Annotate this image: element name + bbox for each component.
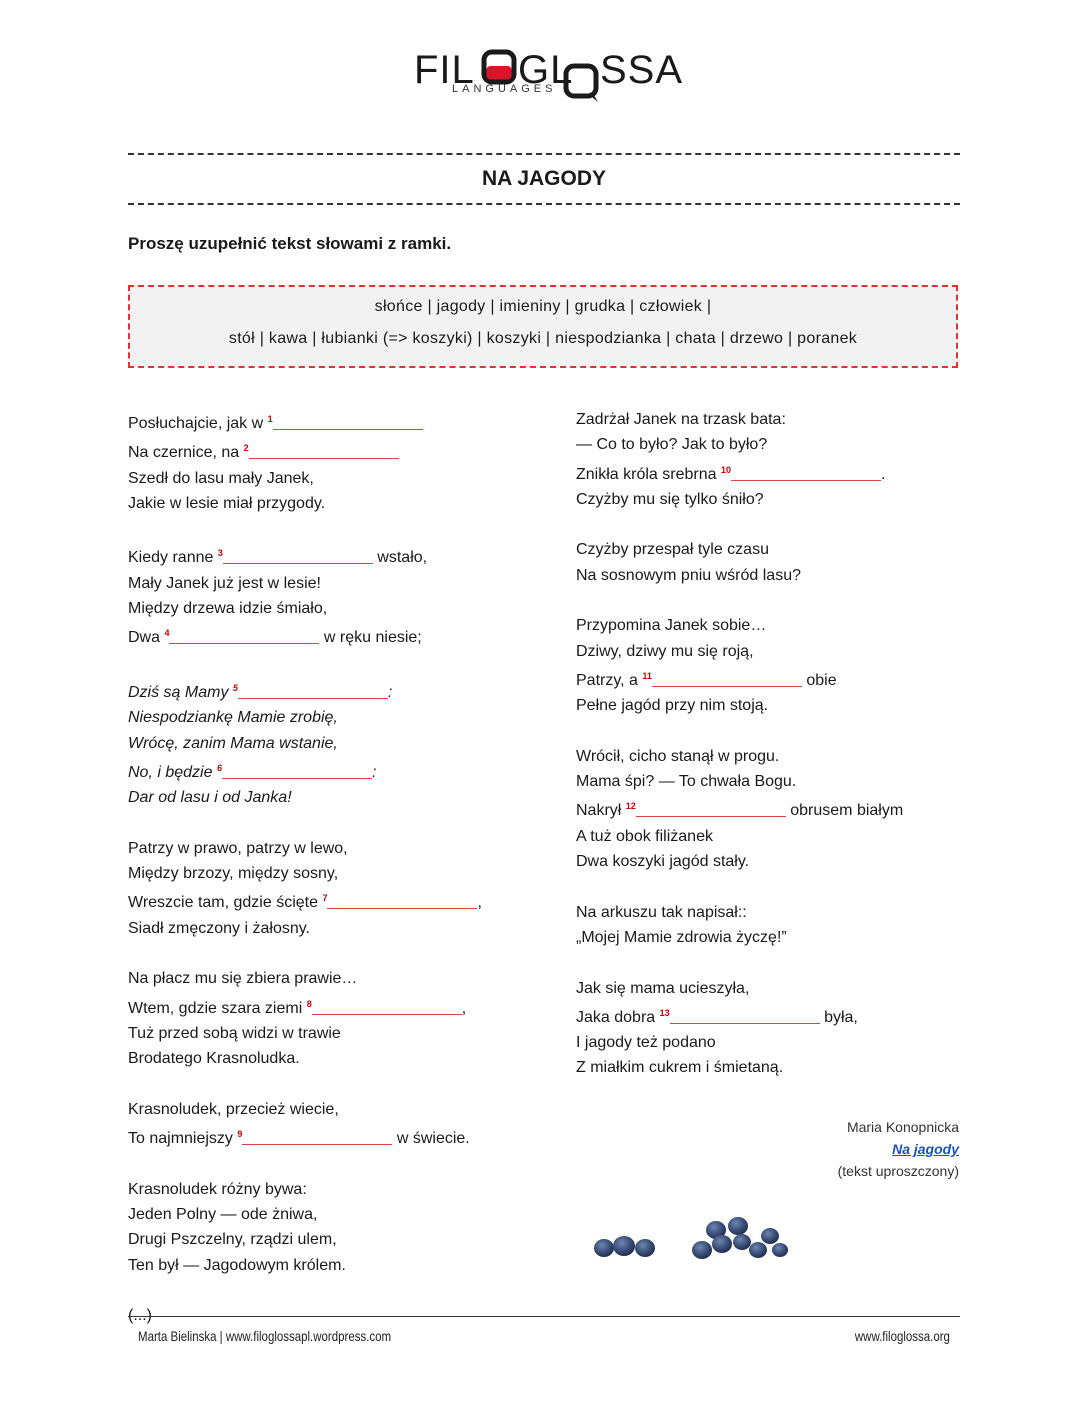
line-text: Mały Janek już jest w lesie!	[128, 574, 321, 592]
line-text: Mama śpi? — To chwała Bogu.	[576, 773, 797, 791]
line-text: Dziś są Mamy	[128, 683, 233, 701]
svg-text:SSA: SSA	[600, 48, 684, 92]
page-title: NA JAGODY	[481, 167, 607, 190]
poem-line	[128, 1122, 548, 1151]
stanza	[128, 836, 548, 941]
word-box-line-1: słońce | jagody | imieniny | grudka | człowiek |	[374, 298, 712, 315]
line-text: Siadł zmęczony i żałosny.	[128, 919, 310, 937]
line-text: Posłuchajcie, jak w	[128, 415, 268, 432]
stanza	[128, 1097, 548, 1152]
line-text: Zadrżał Janek na trzask bata:	[576, 411, 786, 428]
line-text: Wrócę, zanim Mama wstanie,	[128, 734, 338, 752]
stanza	[576, 744, 966, 874]
line-text: Wtem, gdzie szara ziemi	[128, 999, 307, 1017]
line-text: Kiedy ranne	[128, 549, 218, 567]
stanza	[128, 966, 548, 1071]
line-text: Z miałkim cukrem i śmietaną.	[576, 1059, 784, 1077]
poem-line	[128, 1202, 548, 1227]
poem-line	[128, 992, 548, 1021]
line-text: Jakie w lesie miał przygody.	[128, 494, 326, 512]
line-text: Patrzy, a	[576, 671, 643, 689]
poem-line	[128, 466, 548, 491]
gap-number: 12	[625, 801, 636, 812]
line-text: Wrócił, cicho stanął w progu.	[576, 747, 780, 765]
poem-line	[576, 537, 966, 562]
stanza	[576, 900, 966, 951]
line-text: Między brzozy, między sosny,	[128, 865, 339, 883]
word-box	[128, 285, 958, 368]
gap-number: 7	[322, 893, 328, 904]
poem-line	[576, 849, 966, 874]
line-text-after: ,	[461, 999, 467, 1017]
poem-line	[576, 664, 966, 693]
gap-number: 6	[216, 762, 222, 773]
poem-line	[576, 925, 966, 950]
line-text: Na arkuszu tak napisał::	[576, 903, 747, 921]
fill-in-blank[interactable]	[273, 415, 423, 430]
poem-line	[576, 900, 966, 925]
stanza	[576, 537, 966, 588]
poem-right-column	[576, 407, 966, 1106]
line-text: Ten był — Jagodowym królem.	[128, 1256, 346, 1274]
line-text: No, i będzie	[128, 763, 217, 781]
fill-in-blank[interactable]	[242, 1130, 392, 1145]
line-text: „Mojej Mamie zdrowia życzę!”	[576, 928, 787, 946]
line-text: Na czernice, na	[128, 444, 244, 462]
poem-line	[576, 769, 966, 794]
line-text: Jak się mama ucieszyła,	[576, 979, 750, 997]
poem-line	[128, 1177, 548, 1202]
gap-number: 13	[659, 1007, 670, 1018]
poem-line	[128, 705, 548, 730]
stanza	[128, 541, 548, 650]
poem-line	[128, 861, 548, 886]
attribution	[838, 1116, 959, 1182]
line-text: Szedł do lasu mały Janek,	[128, 469, 314, 487]
line-text-after: w ręku niesie;	[319, 629, 422, 647]
stanza	[576, 976, 966, 1081]
poem-line	[576, 639, 966, 664]
line-text: To najmniejszy	[128, 1130, 238, 1148]
line-text: Między drzewa idzie śmiało,	[128, 600, 328, 618]
line-text: Jeden Polny — ode żniwa,	[128, 1205, 318, 1223]
gap-number: 4	[164, 628, 170, 639]
footer-credit[interactable]: Marta Bielinska | www.filoglossapl.wordpress.com	[138, 1328, 392, 1344]
poem-line	[128, 571, 548, 596]
fill-in-blank[interactable]	[223, 549, 373, 564]
poem-line	[128, 1021, 548, 1046]
line-text-after: była,	[819, 1008, 858, 1026]
footer-divider	[128, 1316, 960, 1317]
source-link[interactable]: Na jagody	[892, 1141, 959, 1157]
svg-text:GL: GL	[518, 48, 574, 92]
gap-number: 11	[642, 670, 652, 681]
line-text: Krasnoludek, przecież wiecie,	[128, 1100, 339, 1118]
poem-line	[128, 621, 548, 650]
poem-line	[576, 693, 966, 718]
line-text-after: obrusem białym	[785, 802, 904, 820]
line-text: Dziwy, dziwy mu się roją,	[576, 642, 754, 660]
poem-line	[576, 1030, 966, 1055]
line-text: Znikła króla srebrna	[576, 465, 721, 483]
gap-number: 1	[267, 414, 273, 424]
poem-line	[128, 1253, 548, 1278]
poem-line	[576, 487, 966, 512]
poem-line	[128, 731, 548, 756]
poem-line	[128, 966, 548, 991]
stanza	[576, 613, 966, 718]
poem-line	[576, 432, 966, 457]
fill-in-blank[interactable]	[222, 764, 372, 779]
line-text: Jaka dobra	[576, 1008, 660, 1026]
poem-line	[128, 407, 548, 436]
line-text-after: :	[387, 683, 393, 701]
fill-in-blank[interactable]	[249, 444, 399, 459]
poem-line	[128, 541, 548, 570]
line-text: Krasnoludek różny bywa:	[128, 1180, 307, 1198]
line-text: Na sosnowym pniu wśród lasu?	[576, 566, 801, 584]
line-text-after: ,	[477, 894, 482, 912]
line-text: Dwa koszyki jagód stały.	[576, 853, 750, 871]
line-text: Czyżby przespał tyle czasu	[576, 541, 769, 559]
line-text: Drugi Pszczelny, rządzi ulem,	[128, 1231, 337, 1249]
attribution-note: (tekst uproszczony)	[837, 1163, 959, 1179]
fill-in-blank[interactable]	[636, 802, 786, 817]
poem-line	[576, 458, 966, 487]
stanza	[128, 676, 548, 810]
poem-line	[128, 1046, 548, 1071]
poem-line	[128, 836, 548, 861]
fill-in-blank[interactable]	[169, 629, 319, 644]
fill-in-blank[interactable]	[327, 894, 477, 909]
fill-in-blank[interactable]	[731, 466, 881, 481]
line-text: Brodatego Krasnoludka.	[128, 1050, 300, 1068]
gap-number: 2	[243, 443, 249, 454]
word-box-line-2: stół | kawa | łubianki (=> koszyki) | koszyki | niespodzianka | chata | drzewo | poranek	[228, 330, 858, 347]
gap-number: 8	[306, 998, 312, 1009]
filoglossa-logo	[414, 46, 684, 102]
line-text-after: wstało,	[372, 549, 428, 567]
stanza	[128, 1177, 548, 1278]
poem-line	[576, 824, 966, 849]
line-text-after: :	[371, 763, 377, 781]
line-text-after: w świecie.	[392, 1130, 470, 1148]
poem-line	[128, 1097, 548, 1122]
line-text: Dwa	[128, 629, 165, 647]
poem-line	[576, 563, 966, 588]
blueberries-image	[590, 1212, 790, 1267]
footer-website[interactable]: www.filoglossa.org	[854, 1328, 950, 1344]
poem-line	[576, 1055, 966, 1080]
fill-in-blank[interactable]	[238, 684, 388, 699]
line-text: Wreszcie tam, gdzie ścięte	[128, 894, 323, 912]
poem-line	[128, 886, 548, 915]
poem-line	[128, 436, 548, 465]
line-text: Nakrył	[576, 802, 626, 820]
line-text: Przypomina Janek sobie…	[576, 617, 767, 635]
line-text-after: .	[880, 465, 886, 483]
poem-line	[128, 1227, 548, 1252]
stanza	[576, 407, 966, 512]
poem-line	[576, 1001, 966, 1030]
author-name: Maria Konopnicka	[846, 1119, 959, 1135]
line-text: Patrzy w prawo, patrzy w lewo,	[128, 839, 348, 857]
poem-line	[128, 756, 548, 785]
line-text: I jagody też podano	[576, 1034, 716, 1052]
fill-in-blank[interactable]	[312, 1000, 462, 1015]
gap-number: 3	[217, 548, 223, 559]
line-text: Czyżby mu się tylko śniło?	[576, 490, 764, 508]
line-text: Na płacz mu się zbiera prawie…	[128, 970, 358, 988]
gap-number: 5	[232, 682, 238, 693]
fill-in-blank[interactable]	[670, 1009, 820, 1024]
line-text: Tuż przed sobą widzi w trawie	[128, 1024, 341, 1042]
line-text: Pełne jagód przy nim stoją.	[576, 697, 769, 715]
instruction: Proszę uzupełnić tekst słowami z ramki.	[128, 234, 452, 253]
poem-line	[576, 744, 966, 769]
stanza	[128, 407, 548, 516]
gap-number: 10	[720, 464, 731, 475]
poem-line	[128, 676, 548, 705]
line-text: A tuż obok filiżanek	[576, 827, 713, 845]
svg-text:FIL: FIL	[414, 48, 475, 92]
dashed-divider-bottom	[128, 203, 960, 205]
poem-line	[128, 916, 548, 941]
poem-line	[576, 407, 966, 432]
poem-line	[576, 613, 966, 638]
gap-number: 9	[237, 1129, 243, 1140]
poem-line	[128, 491, 548, 516]
fill-in-blank[interactable]	[652, 672, 802, 687]
dashed-divider-top	[128, 153, 960, 155]
poem-left-column	[128, 407, 548, 1354]
poem-line	[128, 785, 548, 810]
logo-subtitle: LANGUAGES	[452, 83, 557, 95]
poem-line	[576, 976, 966, 1001]
poem-line	[576, 794, 966, 823]
line-text: Niespodziankę Mamie zrobię,	[128, 709, 338, 727]
line-text-after: obie	[801, 671, 837, 689]
line-text: (...)	[128, 1307, 152, 1325]
poem-line	[128, 596, 548, 621]
line-text: — Co to było? Jak to było?	[576, 436, 768, 454]
line-text: Dar od lasu i od Janka!	[128, 789, 292, 807]
